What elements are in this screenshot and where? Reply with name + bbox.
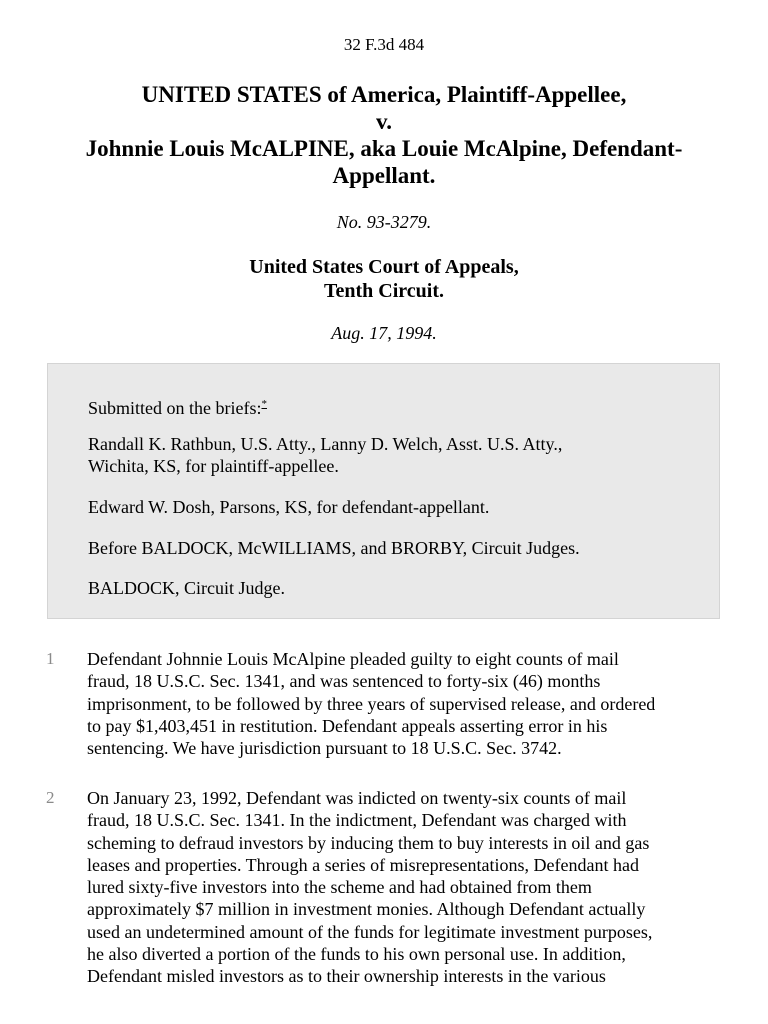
judges-panel: Before BALDOCK, McWILLIAMS, and BRORBY, Circuit Judges. — [88, 538, 580, 558]
caption-defendant-cont: Appellant. — [332, 163, 436, 188]
paragraph-number: 1 — [46, 649, 55, 668]
paragraph-line: leases and properties. Through a series of misrepresentations, Defendant had — [87, 854, 639, 875]
submitted-note — [88, 392, 688, 419]
paragraph-number: 2 — [46, 788, 55, 807]
docket-number: No. 93-3279. — [336, 212, 432, 232]
paragraph-line: fraud, 18 U.S.C. Sec. 1341, and was sentenced to forty-six (46) months — [87, 671, 601, 692]
paragraph-line: On January 23, 1992, Defendant was indicted on twenty-six counts of mail — [87, 788, 627, 808]
counsel-plaintiff — [88, 433, 688, 477]
opinion-author: BALDOCK, Circuit Judge. — [88, 578, 285, 598]
caption-defendant: Johnnie Louis McALPINE, aka Louie McAlpine, Defendant- — [85, 136, 683, 161]
court-name — [0, 255, 768, 303]
paragraph-text — [87, 648, 727, 759]
paragraph-line: Defendant Johnnie Louis McAlpine pleaded guilty to eight counts of mail — [87, 649, 619, 669]
paragraph-line: Defendant misled investors as to their ownership interests in the various — [87, 966, 606, 987]
paragraph-line: lured sixty-five investors into the scheme and had obtained from them — [87, 877, 592, 898]
preliminary-info-box — [47, 363, 720, 619]
caption-versus: v. — [376, 109, 392, 134]
case-citation: 32 F.3d 484 — [343, 35, 425, 54]
decision-date: Aug. 17, 1994. — [331, 323, 437, 343]
footnote-link[interactable]: * — [261, 398, 267, 410]
court-name-line1: United States Court of Appeals, — [249, 256, 519, 278]
case-caption — [40, 81, 728, 189]
paragraph-line: used an undetermined amount of the funds for legitimate investment purposes, — [87, 921, 653, 942]
caption-plaintiff: UNITED STATES of America, Plaintiff-Appellee, — [141, 82, 627, 107]
court-name-line2: Tenth Circuit. — [323, 280, 445, 302]
counsel-plaintiff-line1: Randall K. Rathbun, U.S. Atty., Lanny D. Welch, Asst. U.S. Atty., — [88, 434, 563, 454]
counsel-defendant: Edward W. Dosh, Parsons, KS, for defendant-appellant. — [88, 497, 490, 517]
submitted-text: Submitted on the briefs: — [88, 398, 262, 418]
paragraph-line: scheming to defraud investors by inducing them to buy interests in oil and gas — [87, 832, 650, 853]
paragraph-line: he also diverted a portion of the funds to his own personal use. In addition, — [87, 944, 626, 965]
paragraph-line: to pay $1,403,451 in restitution. Defendant appeals asserting error in his — [87, 715, 608, 736]
counsel-plaintiff-line2: Wichita, KS, for plaintiff-appellee. — [88, 456, 339, 476]
paragraph-line: approximately $7 million in investment monies. Although Defendant actually — [87, 899, 646, 920]
footnote-superscript — [261, 395, 267, 411]
paragraph-line: imprisonment, to be followed by three years of supervised release, and ordered — [87, 693, 656, 714]
paragraph-line: fraud, 18 U.S.C. Sec. 1341. In the indictment, Defendant was charged with — [87, 810, 627, 831]
paragraph-text — [87, 787, 727, 988]
paragraph-line: sentencing. We have jurisdiction pursuant to 18 U.S.C. Sec. 3742. — [87, 738, 562, 759]
